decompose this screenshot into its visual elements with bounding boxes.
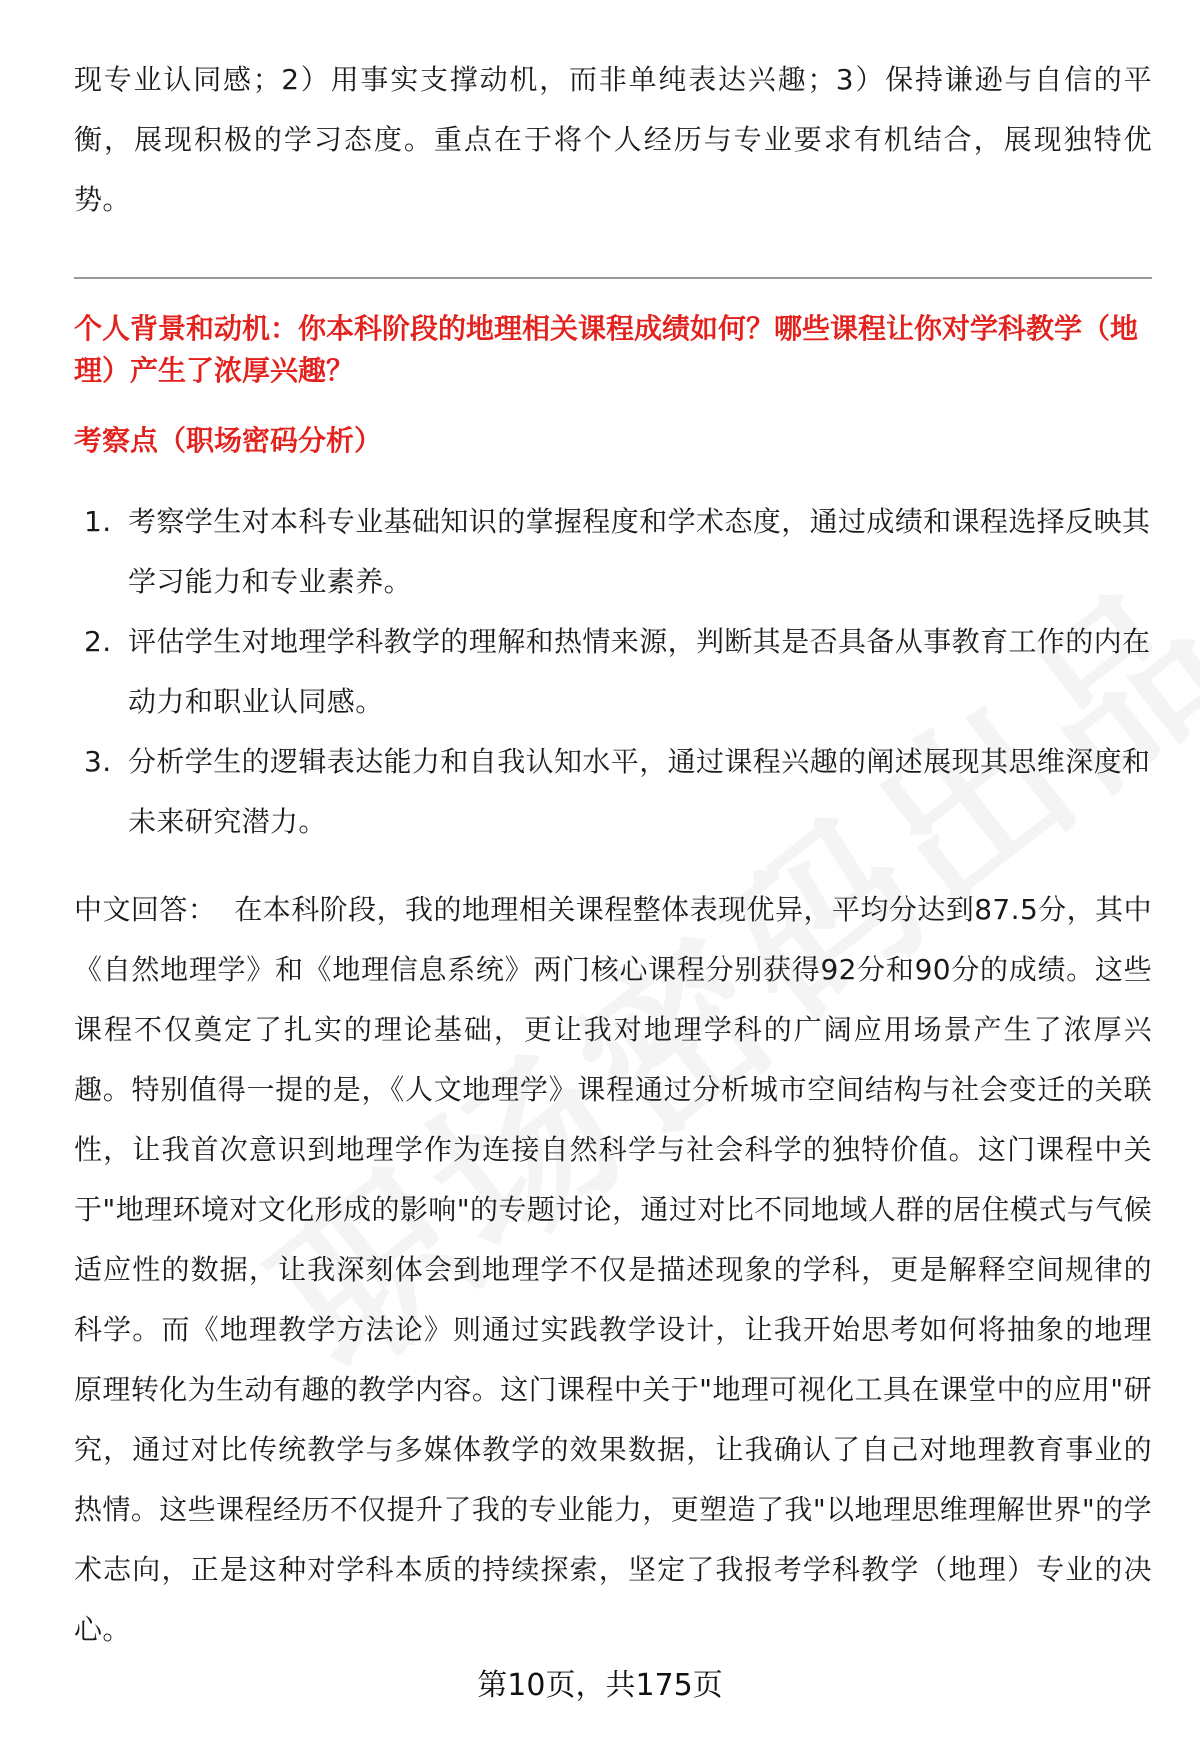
list-item-text: 评估学生对地理学科教学的理解和热情来源，判断其是否具备从事教育工作的内在动力和职业认同感。	[128, 625, 1151, 718]
list-item-text: 考察学生对本科专业基础知识的掌握程度和学术态度，通过成绩和课程选择反映其学习能力和专业素养。	[128, 505, 1151, 598]
list-item-number: 3.	[84, 745, 112, 778]
list-item	[74, 732, 1152, 852]
list-item	[74, 492, 1152, 612]
answer-paragraph	[74, 880, 1152, 1660]
section-title: 考察点（职场密码分析）	[74, 424, 383, 457]
list-item-number: 1.	[84, 505, 112, 538]
page-number: 第10页，共175页	[477, 1668, 723, 1703]
answer-label: 中文回答：	[74, 893, 217, 926]
list-item-text: 分析学生的逻辑表达能力和自我认知水平，通过课程兴趣的阐述展现其思维深度和未来研究潜力。	[128, 745, 1151, 838]
section-divider	[74, 277, 1152, 279]
list-item-number: 2.	[84, 625, 112, 658]
question-heading: 个人背景和动机：你本科阶段的地理相关课程成绩如何？哪些课程让你对学科教学（地理）产生了浓厚兴趣？	[74, 312, 1139, 387]
answer-text: 在本科阶段，我的地理相关课程整体表现优异，平均分达到87.5分，其中《自然地理学》和《地理信息系统》两门核心课程分别获得92分和90分的成绩。这些课程不仅奠定了扎实的理论基础，更让我对地理学科的广阔应用场景产生了浓厚兴趣。特别值得一提的是，《人文地理学》课程通过分析城市空间结构与社会变迁的关联性，让我首次意识到地理学作为连接自然科学与社会科学的独特价值。这门课程中关于"地理环境对文化形成的影响"的专题讨论，通过对比不同地域人群的居住模式与气候适应性的数据，让我深刻体会到地理学不仅是描述现象的学科，更是解释空间规律的科学。而《地理教学方法论》则通过实践教学设计，让我开始思考如何将抽象的地理原理转化为生动有趣的教学内容。这门课程中关于"地理可视化工具在课堂中的应用"研究，通过对比传统教学与多媒体教学的效果数据，让我确认了自己对地理教育事业的热情。这些课程经历不仅提升了我的专业能力，更塑造了我"以地理思维理解世界"的学术志向，正是这种对学科本质的持续探索，坚定了我报考学科教学（地理）专业的决心。	[74, 893, 1152, 1646]
list-item	[74, 612, 1152, 732]
intro-paragraph: 现专业认同感；2）用事实支撑动机，而非单纯表达兴趣；3）保持谦逊与自信的平衡，展现积极的学习态度。重点在于将个人经历与专业要求有机结合，展现独特优势。	[74, 63, 1152, 216]
assessment-points-list	[74, 492, 1152, 852]
